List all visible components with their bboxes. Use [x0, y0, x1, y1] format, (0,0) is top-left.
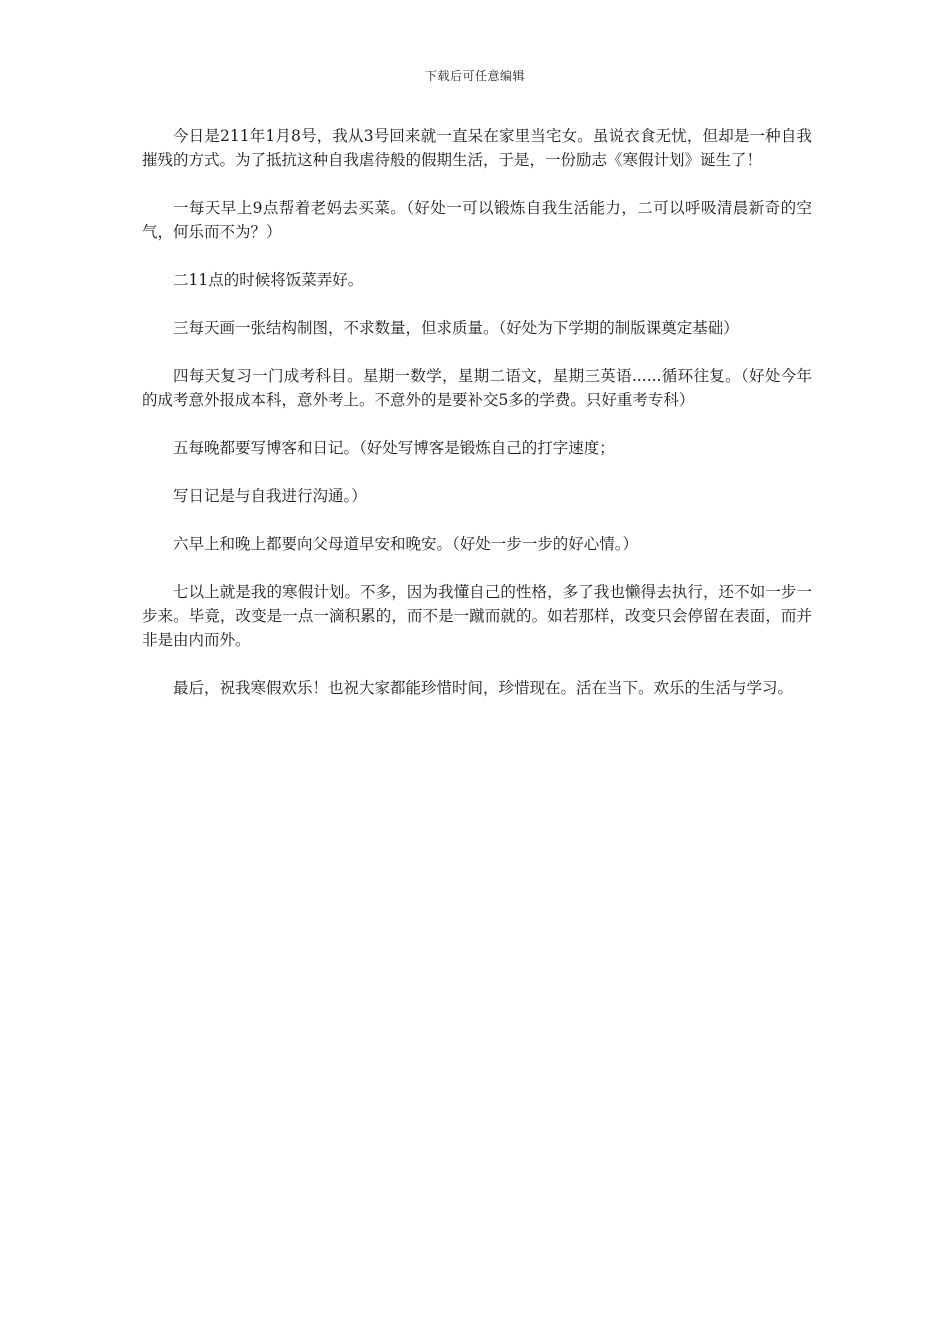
document-body: [142, 124, 812, 724]
paragraph-item-7: 七以上就是我的寒假计划。不多，因为我懂自己的性格，多了我也懒得去执行，还不如一步一步来。毕竟，改变是一点一滴积累的，而不是一蹴而就的。如若那样，改变只会停留在表面，而并非是由内而外。: [142, 583, 812, 649]
paragraph-item-5-cont: 写日记是与自我进行沟通。）: [173, 487, 367, 505]
paragraph-item-3: 三每天画一张结构制图，不求数量，但求质量。（好处为下学期的制版课奠定基础）: [173, 319, 739, 337]
paragraph-item-2: 二11点的时候将饭菜弄好。: [173, 271, 364, 289]
paragraph-intro: 今日是211年1月8号，我从3号回来就一直呆在家里当宅女。虽说衣食无忧，但却是一种自我摧残的方式。为了抵抗这种自我虐待般的假期生活，于是，一份励志《寒假计划》诞生了！: [142, 127, 812, 169]
paragraph-item-1: 一每天早上9点帮着老妈去买菜。（好处一可以锻炼自我生活能力，二可以呼吸清晨新奇的空气，何乐而不为？）: [142, 199, 812, 241]
paragraph-item-5: 五每晚都要写博客和日记。（好处写博客是锻炼自己的打字速度；: [173, 439, 615, 457]
paragraph-item-6: 六早上和晚上都要向父母道早安和晚安。（好处一步一步的好心情。）: [173, 535, 639, 553]
paragraph-item-4: 四每天复习一门成考科目。星期一数学，星期二语文，星期三英语......循环往复。（好处今年的成考意外报成本科，意外考上。不意外的是要补交5多的学费。只好重考专科）: [142, 367, 812, 409]
page-header: 下载后可任意编辑: [424, 69, 525, 83]
paragraph-closing: 最后，祝我寒假欢乐！也祝大家都能珍惜时间，珍惜现在。活在当下。欢乐的生活与学习。: [173, 679, 794, 697]
